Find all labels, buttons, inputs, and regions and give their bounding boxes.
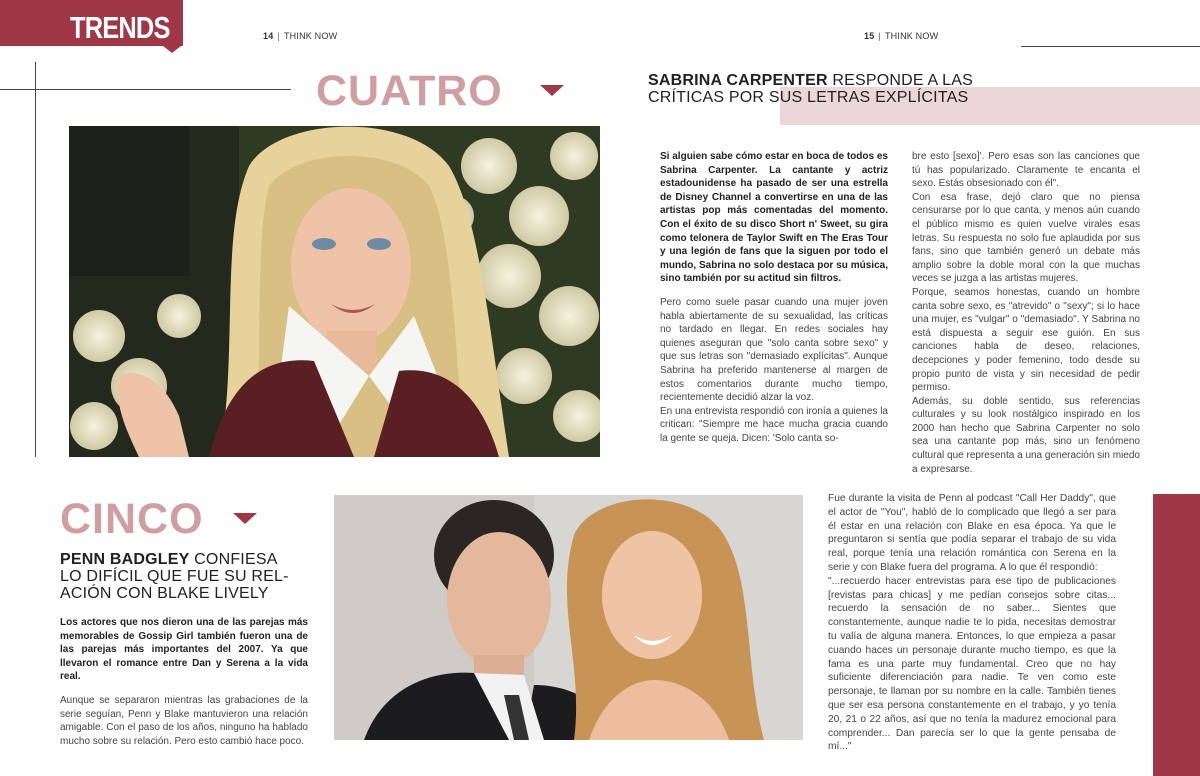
story-four-headline xyxy=(648,72,978,106)
story-five-headline-line2: LO DIFÍCIL QUE FUE SU REL- xyxy=(60,568,289,585)
chevron-down-icon xyxy=(540,85,564,96)
story-five-headline-line3: ACIÓN CON BLAKE LIVELY xyxy=(60,585,269,602)
story-four-paragraph: Porque, seamos honestas, cuando un hombre canta sobre sexo, es "atrevido" o "sexy"; si lo hace una mujer, es "vulgar" o "demasiado". Y Sabrina no está dispuesta a seguir ese guión. En sus canciones habla de deseo, relaciones, decepciones y poder femenino, todo desde su propio punto de vista y sin necesidad de pedir permiso. xyxy=(912,286,1140,394)
left-page-folio: 14 | THINK NOW xyxy=(263,31,338,41)
story-four-number-heading: CUATRO xyxy=(316,67,503,115)
section-tab-notch xyxy=(163,46,181,53)
chevron-down-icon xyxy=(233,513,257,524)
story-five-headline xyxy=(60,551,320,602)
story-four-paragraph: Con esa frase, dejó claro que no piensa censurarse por lo que canta, y menos aún cuando el público mismo es quien vuelve virales esas letras. Su respuesta no solo fue aplaudida por sus fans, sino que también generó un debate más amplio sobre la doble moral con la que muchas veces se juzga a las artistas mujeres. xyxy=(912,191,1140,285)
penn-badgley-blake-lively-photo xyxy=(334,495,803,740)
story-four-paragraph: Además, su doble sentido, sus referencias culturales y su look nostálgico inspirado en los 2000 han hecho que Sabrina Carpenter no solo sea una cantante pop más, sino un fenómeno cultural que representa a una generación sin miedo a expresarse. xyxy=(912,395,1140,475)
section-tab-label: TRENDS xyxy=(70,10,170,45)
story-four-headline-rest: RESPONDE A LAS xyxy=(827,72,973,89)
story-four-paragraph: bre esto [sexo]'. Pero esas son las canciones que tú has popularizado. Claramente te encanta el sexo. Estás obsesionado con él". xyxy=(912,151,1140,190)
left-horizontal-rule xyxy=(0,89,291,90)
story-five-quote: "...recuerdo hacer entrevistas para ese tipo de publicaciones [revistas para chicas] y me pedían consejos sobre citas... recuerdo la sensación de no saber... Sientes que constantemente, aunque nadie te lo pida, necesitas demostrar tu valía de alguna manera. Entonces, lo que empieza a pasar cuando haces un personaje durante mucho tiempo, es que la fama es una parte muy fundamental. Creo que no hay suficiente diferenciación para nadie. Te ven como este personaje, te llaman por su nombre en la calle. También tienes que ser esa persona constantemente en el trabajo, y yo tenía 20, 21 o 22 años, así que no tenía la madurez emocional para comprender... Dan parecía ser lo que la gente pensaba de mí..." xyxy=(828,575,1116,753)
story-four-headline-name: SABRINA CARPENTER xyxy=(648,72,828,89)
story-four-column-2 xyxy=(912,150,1140,476)
story-five-paragraph: Aunque se separaron mientras las grabaciones de la serie seguían, Penn y Blake mantuvieron una relación amigable. Con el paso de los años, ninguno ha hablado mucho sobre su relación. Pero esto cambió hace poco. xyxy=(60,694,308,747)
right-page-magazine: THINK NOW xyxy=(884,31,939,41)
story-five-headline-rest: CONFIESA xyxy=(189,551,278,568)
left-vertical-rule xyxy=(35,62,36,457)
right-edge-accent-bar xyxy=(1153,494,1200,776)
story-five-number-heading: CINCO xyxy=(60,495,204,543)
top-right-rule xyxy=(1021,46,1200,47)
story-five-left-column xyxy=(60,616,308,748)
story-five-paragraph: Fue durante la visita de Penn al podcast "Call Her Daddy", que el actor de "You", habló de lo complicado que llegó a ser para él estar en una relación con Blake en esa época. Ya que le preguntaron si sentía que podía separar el trabajo de su vida real, porque tenía una relación romántica con Serena en la serie y con Blake fuera del programa. A lo que él respondió: xyxy=(828,493,1116,573)
sabrina-carpenter-photo xyxy=(69,126,600,457)
story-four-paragraph: En una entrevista respondió con ironía a quienes la critican: "Siempre me hace mucha gracia cuando la gente se queja. Dicen: 'Solo canta so- xyxy=(660,405,888,444)
story-four-headline-line2: CRÍTICAS POR SUS LETRAS EXPLÍCITAS xyxy=(648,89,969,106)
left-page-magazine: THINK NOW xyxy=(283,31,338,41)
story-five-headline-name: PENN BADGLEY xyxy=(60,551,190,568)
story-five-right-column xyxy=(828,492,1116,754)
left-page-number: 14 xyxy=(263,31,274,41)
story-four-paragraph: Pero como suele pasar cuando una mujer joven habla abiertamente de su sexualidad, las críticas no tardado en llegar. En redes sociales hay quienes aseguran que "solo canta sobre sexo" y que sus letras son "demasiado explícitas". Aunque Sabrina ha preferido mantenerse al margen de estos comentarios durante mucho tiempo, recientemente decidió alzar la voz. xyxy=(660,296,888,404)
story-four-column-1 xyxy=(660,150,888,445)
right-page-number: 15 xyxy=(864,31,875,41)
right-page-folio: 15 | THINK NOW xyxy=(864,31,939,41)
story-four-lead: Si alguien sabe cómo estar en boca de todos es Sabrina Carpenter. La cantante y actriz estadounidense ha pasado de ser una estrella de Disney Channel a convertirse en una de las artistas pop más comentadas del momento. Con el éxito de su disco Short n' Sweet, su gira como telonera de Taylor Swift en The Eras Tour y una legión de fans que la siguen por todo el mundo, Sabrina no solo destaca por su música, sino también por su actitud sin filtros. xyxy=(660,151,888,285)
story-five-lead: Los actores que nos dieron una de las parejas más memorables de Gossip Girl también fueron una de las parejas más importantes del 2007. Ya que llevaron el romance entre Dan y Serena a la vida real. xyxy=(60,617,308,683)
